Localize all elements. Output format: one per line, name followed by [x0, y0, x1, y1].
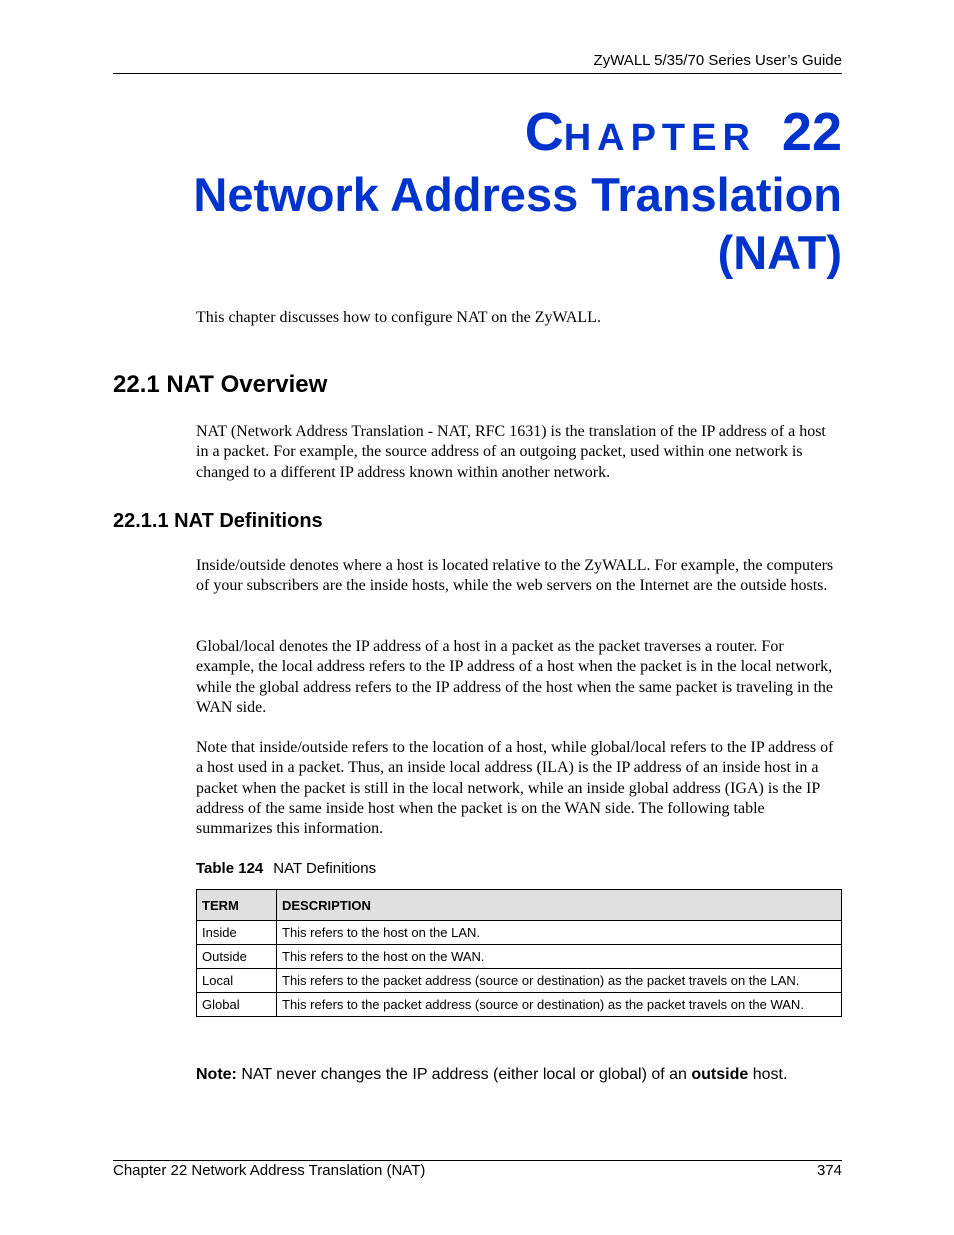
- note: [196, 1065, 856, 1085]
- description-cell: This refers to the host on the LAN.: [277, 921, 842, 945]
- nat-definitions-table: [196, 889, 842, 1017]
- description-cell: This refers to the packet address (source or destination) as the packet travels on the LAN.: [277, 969, 842, 993]
- chapter-label-rest: HAPTER: [563, 117, 756, 159]
- note-text: NAT never changes the IP address (either local or global) of an: [236, 1066, 692, 1083]
- note-label: Note:: [196, 1066, 237, 1083]
- term-cell: Global: [197, 993, 277, 1017]
- column-header-description: DESCRIPTION: [277, 890, 842, 921]
- chapter-intro: This chapter discusses how to configure NAT on the ZyWALL.: [196, 309, 601, 326]
- column-header-term: TERM: [197, 890, 277, 921]
- header-divider: [113, 73, 842, 74]
- chapter-title: Network Address Translation (NAT): [193, 168, 842, 279]
- description-cell: This refers to the packet address (source or destination) as the packet travels on the WAN.: [277, 993, 842, 1017]
- table-row: [197, 945, 842, 969]
- footer-chapter-reference: Chapter 22 Network Address Translation (NAT): [113, 1162, 426, 1179]
- table-row: [197, 969, 842, 993]
- definitions-paragraph: Global/local denotes the IP address of a host in a packet as the packet traverses a router. For example, the local address refers to the IP address of a host when the packet is in the local network, while the global address refers to the IP address of the host when the same packet is traveling in the WAN side.: [196, 638, 833, 716]
- table-row: [197, 993, 842, 1017]
- overview-paragraph: NAT (Network Address Translation - NAT, RFC 1631) is the translation of the IP address of a host in a packet. For example, the source address of an outgoing packet, used within one network is changed to a different IP address known within another network.: [196, 423, 826, 481]
- term-cell: Inside: [197, 921, 277, 945]
- table-caption-title: NAT Definitions: [273, 860, 377, 877]
- section-heading-nat-overview: 22.1 NAT Overview: [113, 371, 328, 398]
- term-cell: Local: [197, 969, 277, 993]
- note-emphasis: outside: [691, 1066, 749, 1083]
- table-caption: [196, 859, 376, 879]
- definitions-paragraph: Inside/outside denotes where a host is located relative to the ZyWALL. For example, the computers of your subscribers are the inside hosts, while the web servers on the Internet are the outside hosts.: [196, 557, 834, 595]
- term-cell: Outside: [197, 945, 277, 969]
- page-number: 374: [816, 1162, 842, 1179]
- note-text-end: host.: [748, 1066, 788, 1083]
- running-header: ZyWALL 5/35/70 Series User’s Guide: [593, 52, 842, 69]
- description-cell: This refers to the host on the WAN.: [277, 945, 842, 969]
- table-caption-label: Table 124: [196, 860, 264, 877]
- table-row: [197, 921, 842, 945]
- definitions-paragraph: Note that inside/outside refers to the location of a host, while global/local refers to the IP address of a host used in a packet. Thus, an inside local address (ILA) is the IP address of an inside host in a packet when the packet is still in the local network, while an inside global address (IGA) is the IP address of the same inside host when the packet is on the WAN side. The following table summarizes this information.: [196, 739, 834, 838]
- table-header-row: [197, 890, 842, 921]
- section-heading-nat-definitions: 22.1.1 NAT Definitions: [113, 510, 323, 532]
- chapter-number: 22: [781, 102, 842, 162]
- chapter-label-initial: C: [524, 102, 564, 162]
